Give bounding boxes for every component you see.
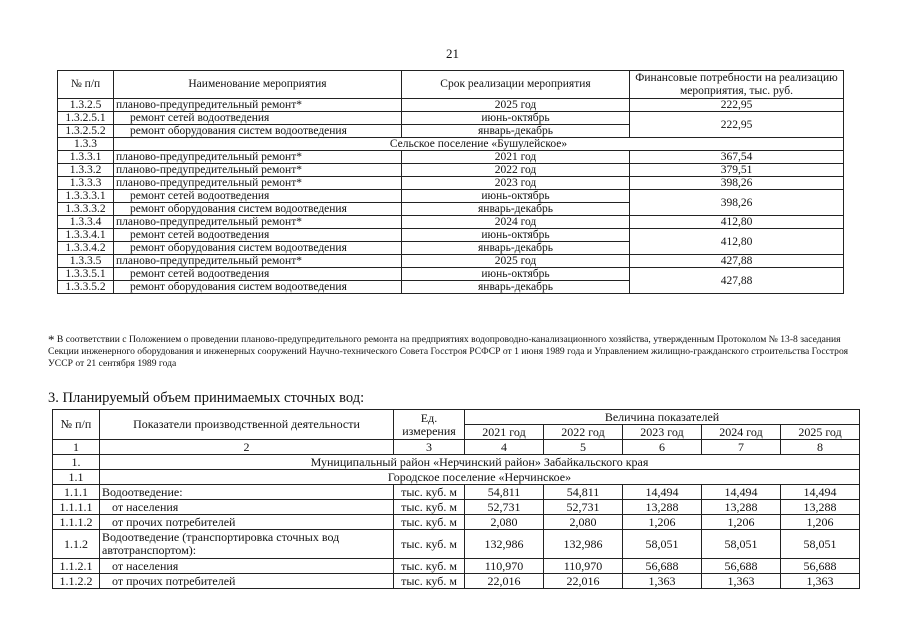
wastewater-table: [52, 409, 860, 589]
row-name: от населения: [100, 559, 394, 574]
row-value: 56,688: [623, 559, 702, 574]
row-value: 56,688: [702, 559, 781, 574]
col-header-num: № п/п: [53, 410, 100, 440]
table-row-section: [53, 470, 860, 485]
row-name: планово-предупредительный ремонт*: [114, 151, 402, 164]
row-term: июнь-октябрь: [402, 268, 630, 281]
row-value: 56,688: [781, 559, 860, 574]
table-row: [53, 559, 860, 574]
row-name: от прочих потребителей: [100, 515, 394, 530]
row-name: планово-предупредительный ремонт*: [114, 99, 402, 112]
table-row: [53, 530, 860, 559]
col-header-name: Наименование мероприятия: [114, 71, 402, 99]
col-header-finance: Финансовые потребности на реализацию мероприятия, тыс. руб.: [630, 71, 844, 99]
footnote-text: В соответствии с Положением о проведении планово-предупредительного ремонта на предприятиях водопроводно-канализационного хозяйства, утвержденным Протоколом № 13-8 заседания Секции инженерного оборудования и инженерных сооружений Научно-технического Совета Госстроя РСФСР от 1 июня 1989 года и Управлением жилищно-гражданского строительства Госстроя УССР от 21 сентября 1989 года: [48, 334, 849, 369]
row-num: 1.3.3.5.1: [58, 268, 114, 281]
col-header-indicator: Показатели производственной деятельности: [100, 410, 394, 440]
row-name: Водоотведение:: [100, 485, 394, 500]
col-header-year: 2021 год: [465, 425, 544, 440]
row-name: Водоотведение (транспортировка сточных вод автотранспортом):: [100, 530, 394, 559]
row-finance: 398,26: [630, 177, 844, 190]
row-value: 22,016: [465, 574, 544, 589]
row-term: июнь-октябрь: [402, 112, 630, 125]
row-num: 1.3.3.5: [58, 255, 114, 268]
row-name: планово-предупредительный ремонт*: [114, 164, 402, 177]
col-header-year: 2023 год: [623, 425, 702, 440]
page-number: 21: [446, 46, 459, 61]
row-term: июнь-октябрь: [402, 190, 630, 203]
section-name: Городское поселение «Нерчинское»: [100, 470, 860, 485]
row-name: от населения: [100, 500, 394, 515]
row-term: 2024 год: [402, 216, 630, 229]
row-num: 1.3.3.1: [58, 151, 114, 164]
col-number: 1: [53, 440, 100, 455]
row-value: 14,494: [781, 485, 860, 500]
row-num: 1.3.2.5.1: [58, 112, 114, 125]
row-term: 2021 год: [402, 151, 630, 164]
col-number: 3: [394, 440, 465, 455]
row-name: ремонт сетей водоотведения: [114, 229, 402, 242]
col-number: 6: [623, 440, 702, 455]
row-value: 22,016: [544, 574, 623, 589]
row-name: от прочих потребителей: [100, 574, 394, 589]
col-header-num: № п/п: [58, 71, 114, 99]
row-num: 1.1.2.2: [53, 574, 100, 589]
row-num: 1.3.3.4.2: [58, 242, 114, 255]
row-num: 1.1.1: [53, 485, 100, 500]
row-value: 132,986: [544, 530, 623, 559]
row-value: 2,080: [544, 515, 623, 530]
row-num: 1.1: [53, 470, 100, 485]
table-row: [58, 112, 844, 125]
table-row: [58, 268, 844, 281]
row-num: 1.1.1.2: [53, 515, 100, 530]
row-finance: 367,54: [630, 151, 844, 164]
footnote: [48, 334, 863, 370]
row-name: ремонт сетей водоотведения: [114, 268, 402, 281]
col-header-values-group: Величина показателей: [465, 410, 860, 425]
row-finance: 412,80: [630, 216, 844, 229]
row-unit: тыс. куб. м: [394, 485, 465, 500]
row-value: 52,731: [544, 500, 623, 515]
row-value: 54,811: [465, 485, 544, 500]
row-value: 1,363: [702, 574, 781, 589]
table-row: [58, 99, 844, 112]
col-number: 7: [702, 440, 781, 455]
table-row: [58, 255, 844, 268]
row-value: 58,051: [781, 530, 860, 559]
row-value: 52,731: [465, 500, 544, 515]
col-number: 2: [100, 440, 394, 455]
row-unit: тыс. куб. м: [394, 530, 465, 559]
row-value: 1,206: [702, 515, 781, 530]
row-term: январь-декабрь: [402, 203, 630, 216]
row-name: ремонт оборудования систем водоотведения: [114, 281, 402, 294]
row-term: 2023 год: [402, 177, 630, 190]
row-name: планово-предупредительный ремонт*: [114, 255, 402, 268]
col-header-year: 2025 год: [781, 425, 860, 440]
row-value: 13,288: [781, 500, 860, 515]
row-term: 2025 год: [402, 255, 630, 268]
col-number: 8: [781, 440, 860, 455]
row-num: 1.3.3.2: [58, 164, 114, 177]
row-value: 1,206: [781, 515, 860, 530]
table-row: [53, 500, 860, 515]
row-num: 1.: [53, 455, 100, 470]
table-row: [58, 229, 844, 242]
row-value: 13,288: [623, 500, 702, 515]
row-unit: тыс. куб. м: [394, 515, 465, 530]
table-row-section: [53, 455, 860, 470]
col-header-year: 2022 год: [544, 425, 623, 440]
table-header-row: [53, 410, 860, 425]
table-row: [58, 216, 844, 229]
row-value: 110,970: [544, 559, 623, 574]
row-num: 1.3.3.3.2: [58, 203, 114, 216]
row-value: 14,494: [623, 485, 702, 500]
table-row: [58, 151, 844, 164]
row-num: 1.3.3.4.1: [58, 229, 114, 242]
row-name: ремонт оборудования систем водоотведения: [114, 203, 402, 216]
row-num: 1.3.3.4: [58, 216, 114, 229]
row-value: 54,811: [544, 485, 623, 500]
row-term: июнь-октябрь: [402, 229, 630, 242]
row-num: 1.3.3.3.1: [58, 190, 114, 203]
row-value: 58,051: [623, 530, 702, 559]
row-num: 1.1.1.1: [53, 500, 100, 515]
table-header-row: [58, 71, 844, 99]
row-value: 14,494: [702, 485, 781, 500]
section-name: Сельское поселение «Бушулейское»: [114, 138, 844, 151]
row-value: 1,206: [623, 515, 702, 530]
col-number: 5: [544, 440, 623, 455]
row-finance: 379,51: [630, 164, 844, 177]
table-row: [53, 485, 860, 500]
row-value: 1,363: [781, 574, 860, 589]
row-name: планово-предупредительный ремонт*: [114, 177, 402, 190]
row-finance: 398,26: [630, 190, 844, 216]
table-row: [58, 177, 844, 190]
section-title: 3. Планируемый объем принимаемых сточных вод:: [48, 390, 365, 406]
row-value: 110,970: [465, 559, 544, 574]
col-number: 4: [465, 440, 544, 455]
row-finance: 427,88: [630, 255, 844, 268]
row-num: 1.3.3: [58, 138, 114, 151]
activities-table: [57, 70, 844, 294]
row-unit: тыс. куб. м: [394, 500, 465, 515]
table-row: [53, 515, 860, 530]
row-value: 58,051: [702, 530, 781, 559]
row-num: 1.1.2: [53, 530, 100, 559]
row-num: 1.3.2.5: [58, 99, 114, 112]
row-term: 2022 год: [402, 164, 630, 177]
row-finance: 222,95: [630, 112, 844, 138]
row-num: 1.3.2.5.2: [58, 125, 114, 138]
row-finance: 412,80: [630, 229, 844, 255]
row-term: январь-декабрь: [402, 242, 630, 255]
table-row: [58, 164, 844, 177]
row-term: январь-декабрь: [402, 281, 630, 294]
row-value: 132,986: [465, 530, 544, 559]
table-row: [58, 190, 844, 203]
col-header-year: 2024 год: [702, 425, 781, 440]
row-value: 1,363: [623, 574, 702, 589]
row-num: 1.3.3.5.2: [58, 281, 114, 294]
row-num: 1.3.3.3: [58, 177, 114, 190]
row-num: 1.1.2.1: [53, 559, 100, 574]
table-row-section: [58, 138, 844, 151]
row-name: ремонт оборудования систем водоотведения: [114, 125, 402, 138]
footnote-marker: *: [48, 332, 55, 347]
row-name: ремонт сетей водоотведения: [114, 190, 402, 203]
col-header-unit: Ед. измерения: [394, 410, 465, 440]
row-unit: тыс. куб. м: [394, 559, 465, 574]
row-term: 2025 год: [402, 99, 630, 112]
col-header-term: Срок реализации мероприятия: [402, 71, 630, 99]
row-name: ремонт оборудования систем водоотведения: [114, 242, 402, 255]
row-value: 13,288: [702, 500, 781, 515]
row-value: 2,080: [465, 515, 544, 530]
section-name: Муниципальный район «Нерчинский район» Забайкальского края: [100, 455, 860, 470]
row-finance: 222,95: [630, 99, 844, 112]
column-numbers-row: [53, 440, 860, 455]
row-unit: тыс. куб. м: [394, 574, 465, 589]
row-name: планово-предупредительный ремонт*: [114, 216, 402, 229]
row-term: январь-декабрь: [402, 125, 630, 138]
row-finance: 427,88: [630, 268, 844, 294]
row-name: ремонт сетей водоотведения: [114, 112, 402, 125]
table-row: [53, 574, 860, 589]
